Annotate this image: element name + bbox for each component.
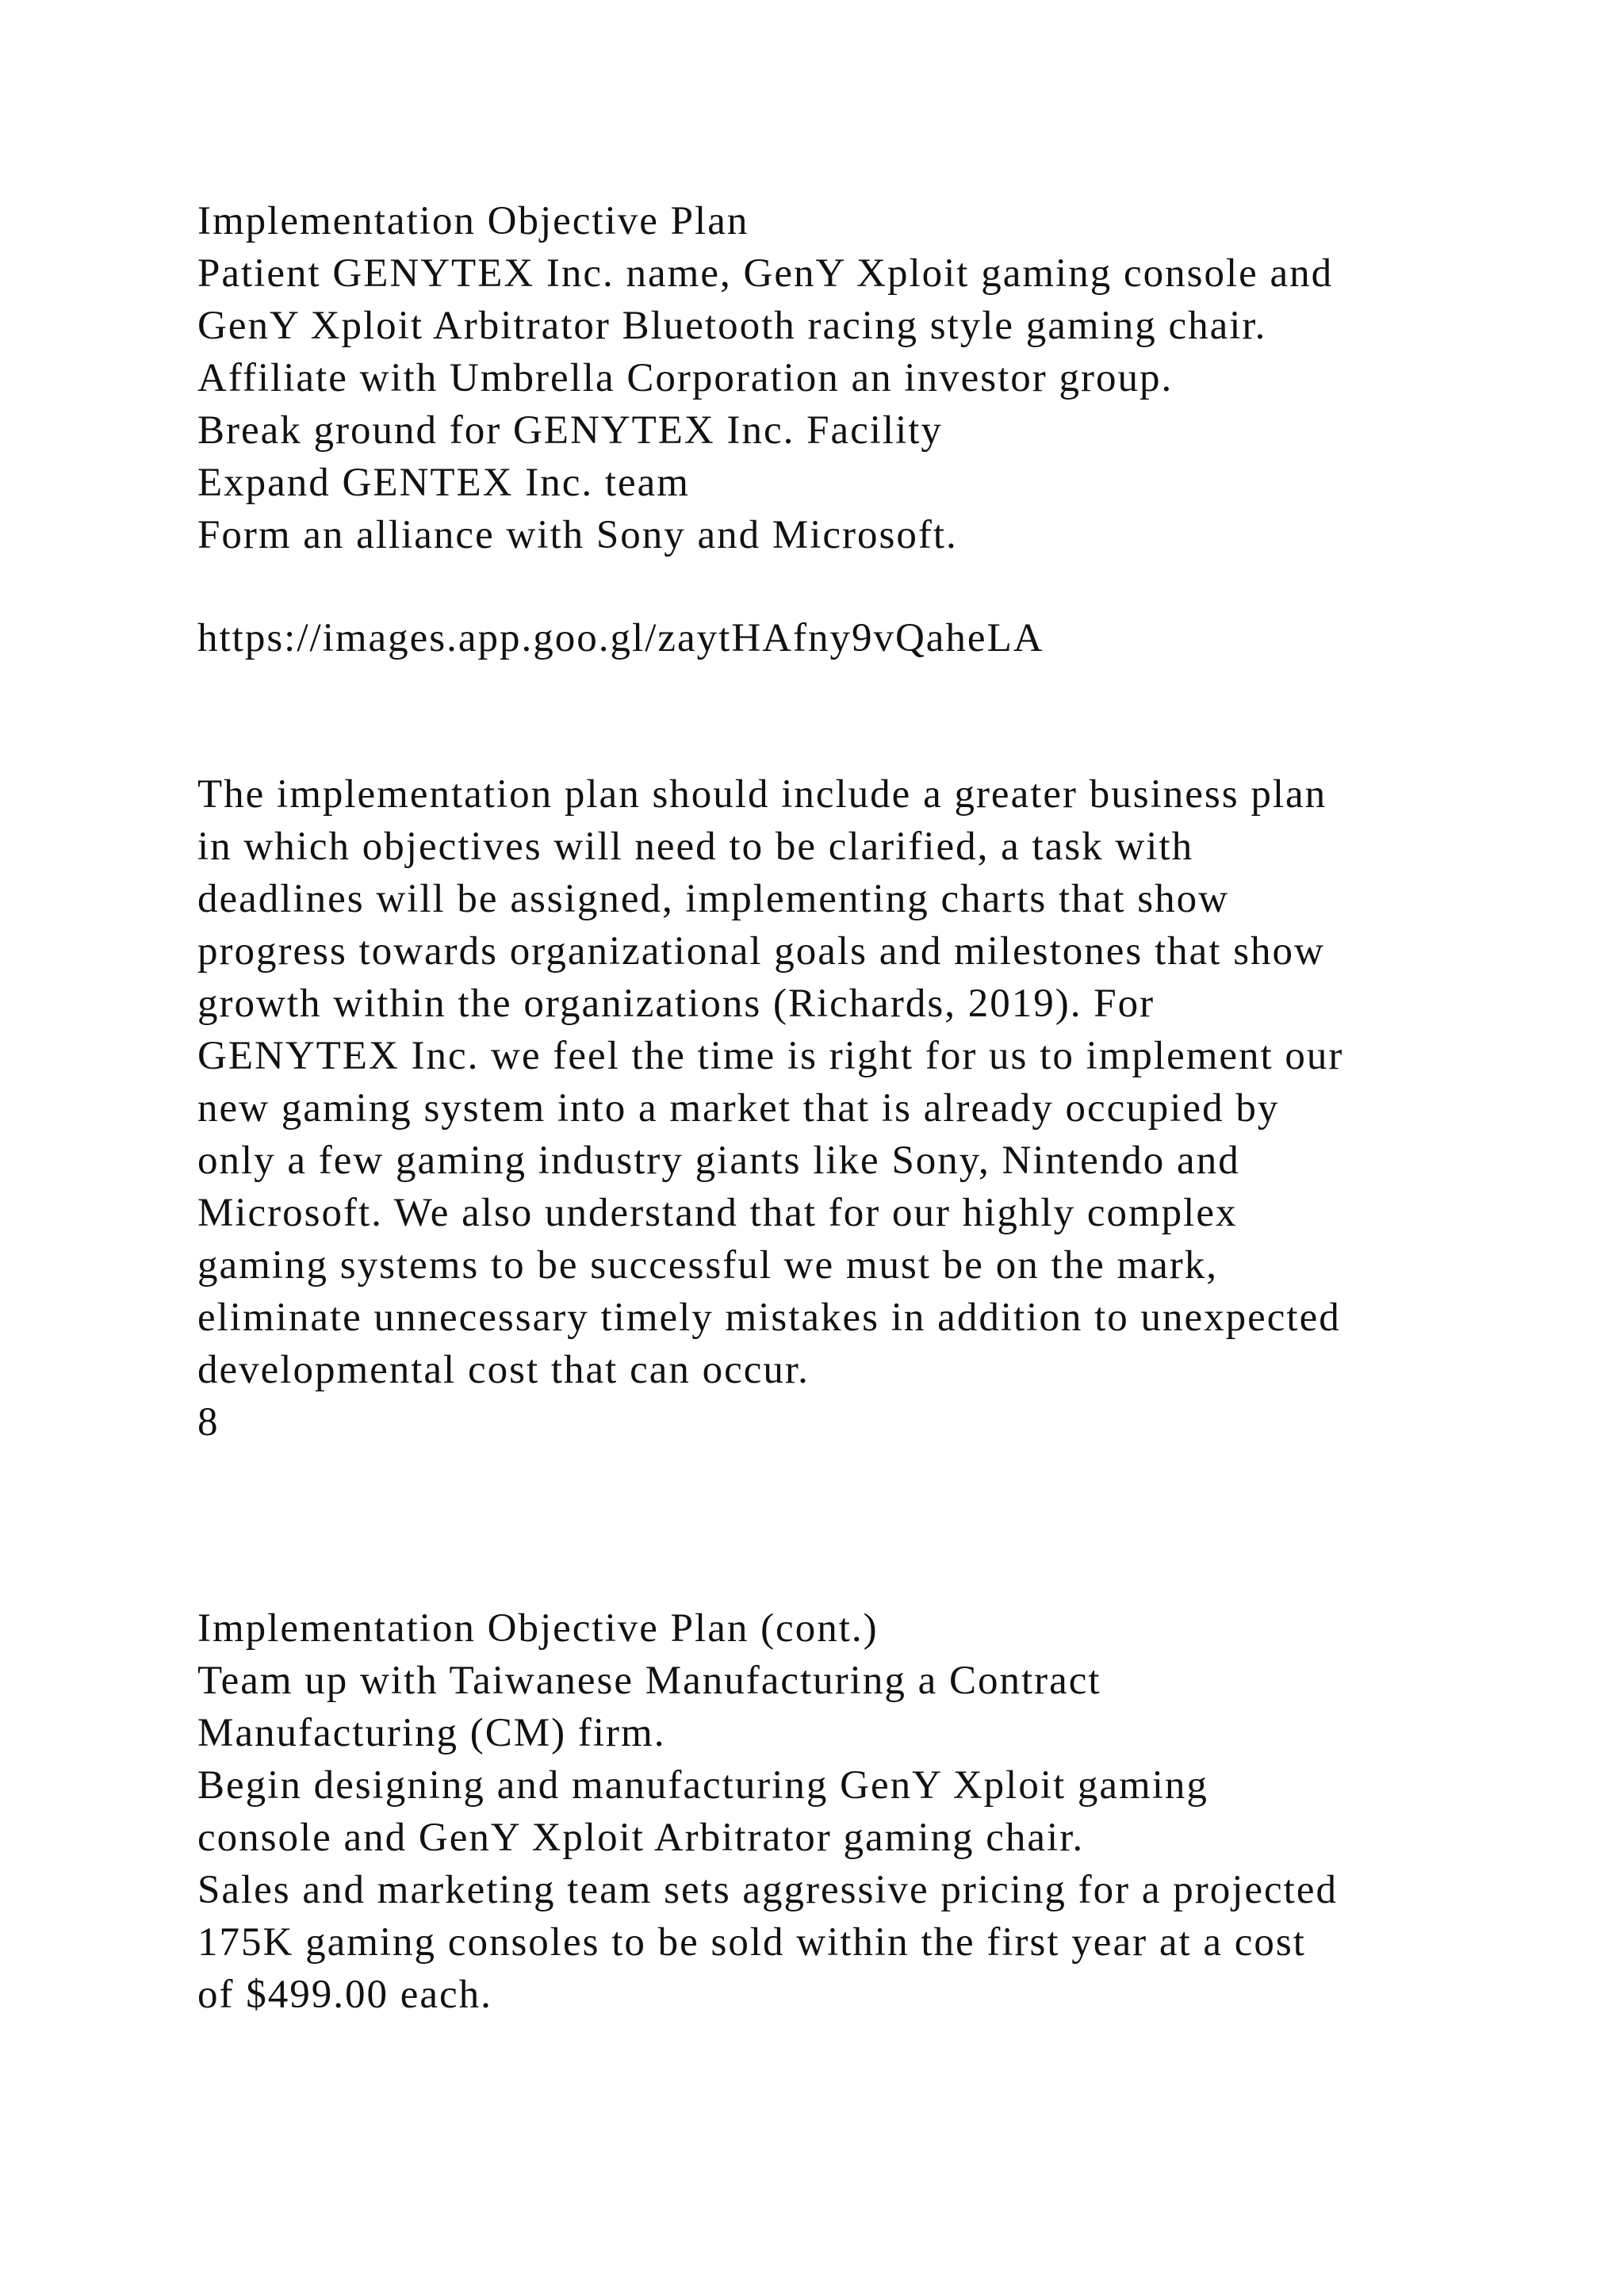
paragraph-line: developmental cost that can occur. [197, 1348, 810, 1392]
objective-line: of $499.00 each. [197, 1973, 492, 2017]
objective-line: GenY Xploit Arbitrator Bluetooth racing style gaming chair. [197, 304, 1267, 348]
image-url-text: https://images.app.goo.gl/zaytHAfny9vQaheLA [197, 616, 1044, 660]
paragraph-line: eliminate unnecessary timely mistakes in addition to unexpected [197, 1295, 1341, 1340]
objective-line: Sales and marketing team sets aggressive pricing for a projected [197, 1868, 1338, 1912]
objective-line: 175K gaming consoles to be sold within the first year at a cost [197, 1920, 1306, 1965]
section-heading: Implementation Objective Plan (cont.) [197, 1606, 879, 1651]
objective-line: Team up with Taiwanese Manufacturing a Contract [197, 1659, 1101, 1703]
paragraph-line: Microsoft. We also understand that for our highly complex [197, 1191, 1238, 1235]
paragraph-line: The implementation plan should include a greater business plan [197, 772, 1327, 817]
page-number: 8 [197, 1400, 220, 1445]
paragraph-line: growth within the organizations (Richards, 2019). For [197, 982, 1155, 1026]
objective-line: Patient GENYTEX Inc. name, GenY Xploit gaming console and [197, 251, 1334, 296]
paragraph-line: new gaming system into a market that is already occupied by [197, 1086, 1280, 1131]
objective-line: Expand GENTEX Inc. team [197, 461, 690, 505]
paragraph-line: GENYTEX Inc. we feel the time is right for us to implement our [197, 1034, 1344, 1078]
paragraph-line: progress towards organizational goals and milestones that show [197, 929, 1325, 974]
objective-line: console and GenY Xploit Arbitrator gaming chair. [197, 1816, 1085, 1860]
objective-line: Manufacturing (CM) firm. [197, 1711, 666, 1755]
objective-line: Form an alliance with Sony and Microsoft. [197, 513, 958, 557]
section-heading: Implementation Objective Plan [197, 199, 749, 243]
objective-plan-cont-section [197, 1602, 1593, 2021]
implementation-paragraph [197, 768, 1593, 1448]
objective-line: Affiliate with Umbrella Corporation an investor group. [197, 356, 1174, 400]
paragraph-line: only a few gaming industry giants like Sony, Nintendo and [197, 1138, 1240, 1183]
objective-line: Break ground for GENYTEX Inc. Facility [197, 408, 943, 453]
paragraph-line: deadlines will be assigned, implementing charts that show [197, 877, 1229, 921]
paragraph-line: in which objectives will need to be clarified, a task with [197, 825, 1194, 869]
image-link-block [197, 612, 1593, 664]
paragraph-line: gaming systems to be successful we must be on the mark, [197, 1243, 1219, 1288]
objective-line: Begin designing and manufacturing GenY Xploit gaming [197, 1763, 1208, 1808]
objective-plan-section [197, 195, 1593, 561]
